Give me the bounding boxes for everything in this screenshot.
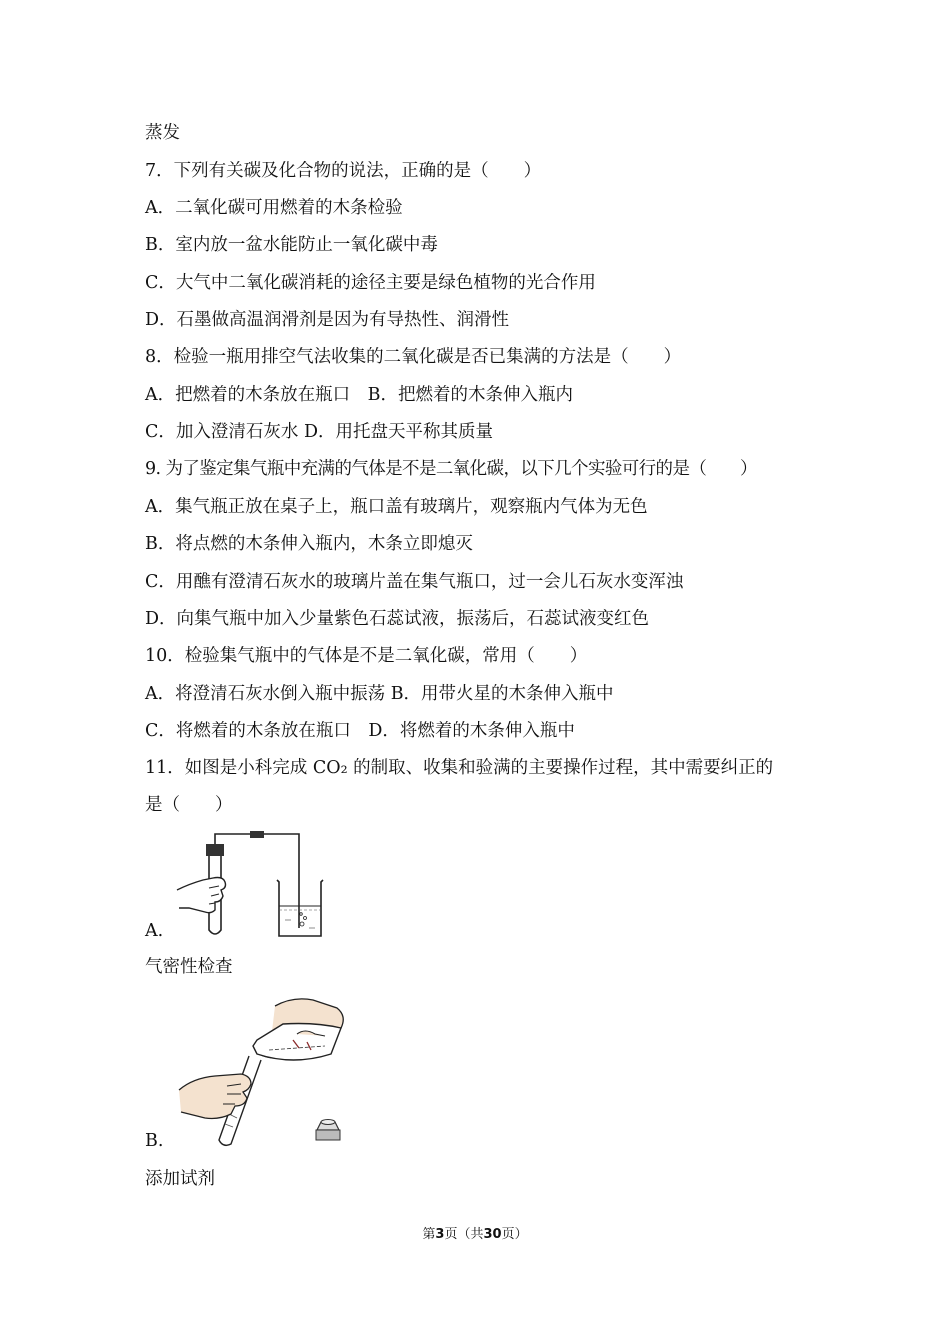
question-8-stem: 8．检验一瓶用排空气法收集的二氧化碳是否已集满的方法是（ ） (145, 347, 682, 367)
question-7-option-c: C．大气中二氧化碳消耗的途径主要是绿色植物的光合作用 (145, 273, 596, 293)
question-9-stem: 9. 为了鉴定集气瓶中充满的气体是不是二氧化碳，以下几个实验可行的是（ ） (145, 459, 757, 479)
question-10-stem: 10．检验集气瓶中的气体是不是二氧化碳，常用（ ） (145, 646, 588, 666)
question-9-option-b: B．将点燃的木条伸入瓶内，木条立即熄灭 (145, 534, 473, 554)
question-7-option-d: D．石墨做高温润滑剂是因为有导热性、润滑性 (145, 310, 510, 330)
question-8-options-cd: C．加入澄清石灰水 D．用托盘天平称其质量 (145, 422, 493, 442)
question-11-stem: 11．如图是小科完成 CO₂ 的制取、收集和验满的主要操作过程，其中需要纠正的 (145, 758, 774, 778)
footer-middle: 页（共 (444, 1227, 484, 1242)
question-9-option-a: A．集气瓶正放在桌子上，瓶口盖有玻璃片，观察瓶内气体为无色 (145, 497, 648, 517)
question-8-options-ab: A．把燃着的木条放在瓶口 B．把燃着的木条伸入瓶内 (145, 385, 573, 405)
footer-suffix: 页） (501, 1227, 528, 1242)
question-9-option-c: C．用醮有澄清石灰水的玻璃片盖在集气瓶口，过一会儿石灰水变浑浊 (145, 572, 684, 592)
figure-b-caption: 添加试剂 (145, 1169, 215, 1189)
question-9-option-d: D．向集气瓶中加入少量紫色石蕊试液，振荡后，石蕊试液变红色 (145, 609, 650, 629)
figure-a-label: A. (145, 921, 164, 941)
footer-page-number: 3 (435, 1227, 445, 1242)
figure-adding-reagent (175, 994, 355, 1150)
question-10-options-cd: C．将燃着的木条放在瓶口 D．将燃着的木条伸入瓶中 (145, 721, 575, 741)
question-7-stem: 7．下列有关碳及化合物的说法，正确的是（ ） (145, 161, 542, 181)
footer-total-pages: 30 (483, 1227, 502, 1242)
question-7-option-b: B．室内放一盆水能防止一氧化碳中毒 (145, 235, 438, 255)
figure-b-label: B. (145, 1131, 164, 1151)
question-10-options-ab: A．将澄清石灰水倒入瓶中振荡 B．用带火星的木条伸入瓶中 (145, 684, 614, 704)
question-7-option-a: A．二氧化碳可用燃着的木条检验 (145, 198, 403, 218)
question-11-stem-cont: 是（ ） (145, 795, 233, 815)
page-footer (0, 1226, 950, 1244)
text-line-evaporation: 蒸发 (145, 123, 180, 143)
footer-prefix: 第 (422, 1227, 436, 1242)
figure-a-caption: 气密性检查 (145, 957, 233, 977)
